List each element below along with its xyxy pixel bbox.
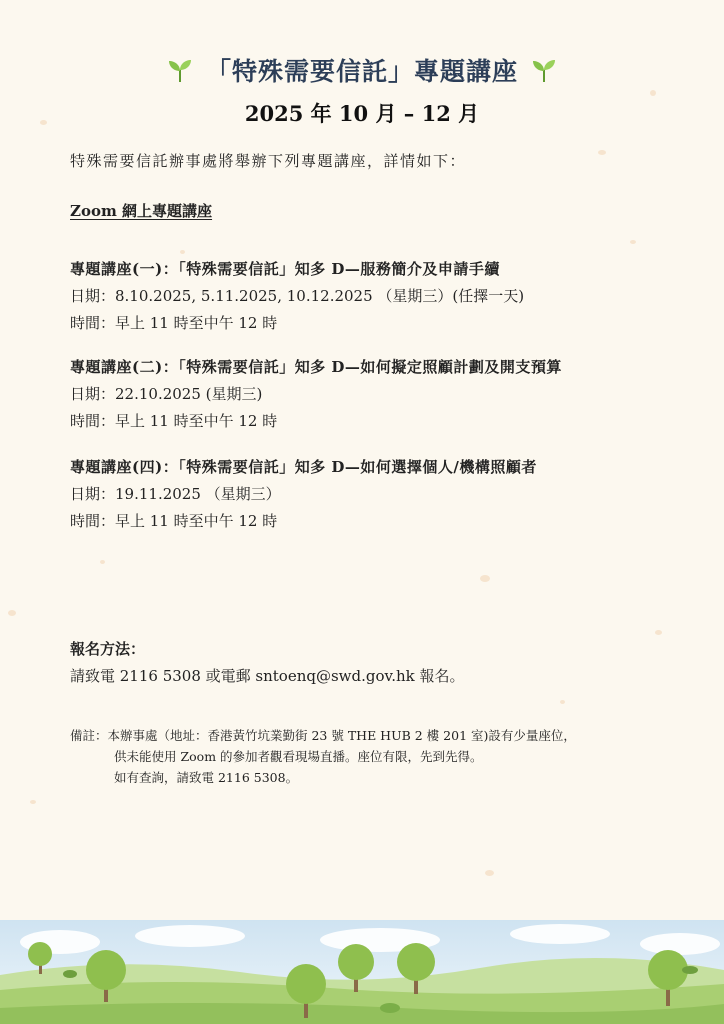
- signup-text: 請致電 2116 5308 或電郵 sntoenq@swd.gov.hk 報名。: [70, 667, 465, 685]
- lecture-time: 時間：早上 11 時至中午 12 時: [70, 512, 278, 530]
- lecture-time: 時間：早上 11 時至中午 12 時: [70, 412, 278, 430]
- paper-speck: [485, 870, 494, 876]
- signup-heading: 報名方法：: [70, 640, 146, 658]
- lecture-item: [70, 256, 524, 337]
- title-row: [0, 52, 724, 88]
- paper-speck: [100, 560, 105, 564]
- remarks-line: 備註：本辦事處（地址：香港黃竹坑業勤街 23 號 THE HUB 2 樓 201 室)設有少量座位，: [70, 728, 576, 743]
- landscape-illustration: [0, 920, 724, 1024]
- lecture-title: 專題講座(四)：「特殊需要信託」知多 D—如何選擇個人/機構照顧者: [70, 458, 537, 476]
- paper-speck: [650, 90, 656, 96]
- sprout-icon: [531, 57, 557, 83]
- paper-speck: [8, 610, 16, 616]
- paper-speck: [560, 700, 565, 704]
- sprout-icon: [167, 57, 193, 83]
- paper-speck: [598, 150, 606, 155]
- paper-speck: [655, 630, 662, 635]
- signup-section: [70, 636, 465, 690]
- remarks-section: [70, 725, 576, 788]
- page-title: 「特殊需要信託」專題講座: [205, 57, 518, 86]
- paper-speck: [480, 575, 490, 582]
- paper-speck: [30, 800, 36, 804]
- paper-speck: [180, 250, 185, 254]
- remarks-line: 供未能使用 Zoom 的參加者觀看現場直播。座位有限，先到先得。: [114, 749, 483, 764]
- lecture-item: [70, 454, 537, 535]
- remarks-line: 如有查詢，請致電 2116 5308。: [114, 770, 299, 785]
- lecture-date: 日期：8.10.2025, 5.11.2025, 10.12.2025 （星期三）(任擇一天): [70, 287, 525, 305]
- intro-text: 特殊需要信託辦事處將舉辦下列專題講座，詳情如下：: [70, 152, 467, 170]
- page-subtitle: 2025 年 10 月 – 12 月: [244, 101, 480, 126]
- lecture-date: 日期：22.10.2025 (星期三): [70, 385, 263, 403]
- lecture-item: [70, 354, 562, 435]
- lecture-title: 專題講座(一)：「特殊需要信託」知多 D—服務簡介及申請手續: [70, 260, 500, 278]
- paper-speck: [630, 240, 636, 244]
- lecture-time: 時間：早上 11 時至中午 12 時: [70, 314, 278, 332]
- section-heading: Zoom 網上專題講座: [70, 202, 213, 220]
- lecture-title: 專題講座(二)：「特殊需要信託」知多 D—如何擬定照顧計劃及開支預算: [70, 358, 562, 376]
- lecture-date: 日期：19.11.2025 （星期三）: [70, 485, 281, 503]
